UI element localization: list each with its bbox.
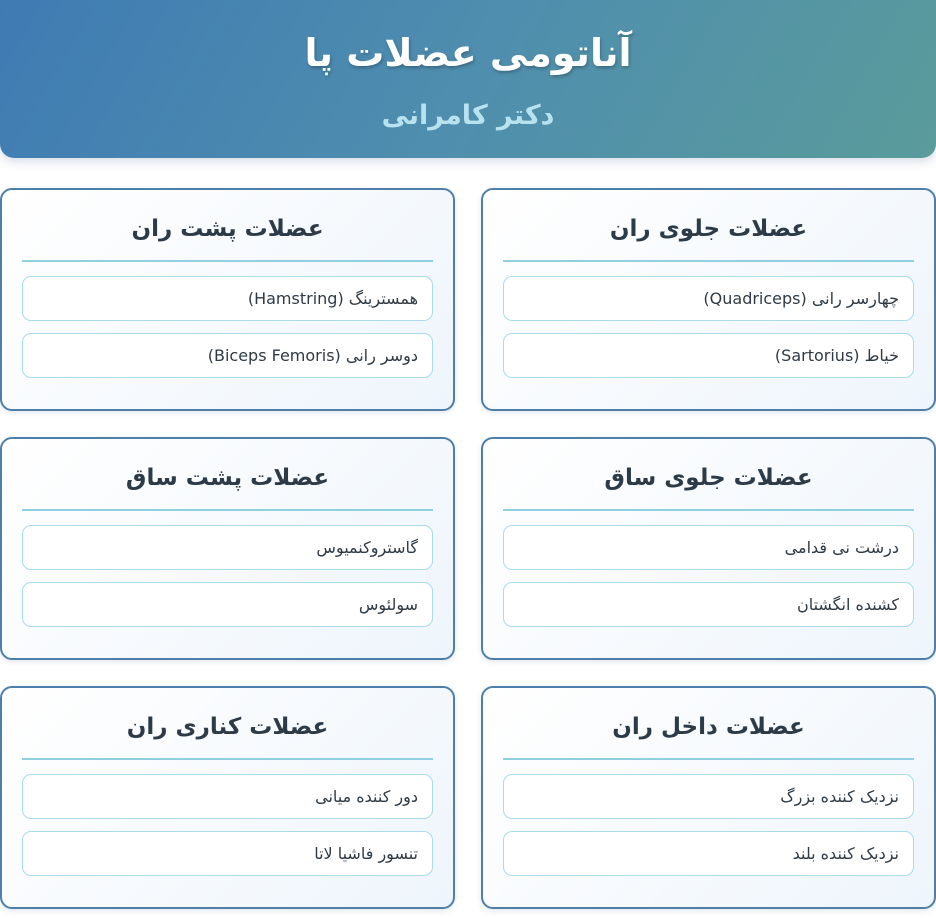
list-item[interactable]: خیاط (Sartorius) bbox=[503, 333, 914, 378]
card-title: عضلات جلوی ساق bbox=[503, 439, 914, 511]
list-item[interactable]: سولئوس bbox=[22, 582, 433, 627]
card-lateral-thigh bbox=[0, 686, 455, 909]
list-item[interactable]: تنسور فاشیا لاتا bbox=[22, 831, 433, 876]
card-anterior-leg bbox=[481, 437, 936, 660]
card-posterior-leg bbox=[0, 437, 455, 660]
list-item[interactable]: نزدیک کننده بزرگ bbox=[503, 774, 914, 819]
list-item[interactable]: چهارسر رانی (Quadriceps) bbox=[503, 276, 914, 321]
card-title: عضلات پشت ران bbox=[22, 190, 433, 262]
list-item[interactable]: کشنده انگشتان bbox=[503, 582, 914, 627]
list-item[interactable]: نزدیک کننده بلند bbox=[503, 831, 914, 876]
card-title: عضلات جلوی ران bbox=[503, 190, 914, 262]
card-title: عضلات کناری ران bbox=[22, 688, 433, 760]
page-subtitle: دکتر کامرانی bbox=[381, 100, 555, 131]
card-posterior-thigh bbox=[0, 188, 455, 411]
list-item[interactable]: درشت نی قدامی bbox=[503, 525, 914, 570]
list-item[interactable]: گاستروکنمیوس bbox=[22, 525, 433, 570]
list-item[interactable]: دوسر رانی (Biceps Femoris) bbox=[22, 333, 433, 378]
list-item[interactable]: دور کننده میانی bbox=[22, 774, 433, 819]
card-title: عضلات پشت ساق bbox=[22, 439, 433, 511]
card-title: عضلات داخل ران bbox=[503, 688, 914, 760]
muscle-groups-grid bbox=[0, 188, 936, 909]
card-medial-thigh bbox=[481, 686, 936, 909]
page-header bbox=[0, 0, 936, 158]
card-anterior-thigh bbox=[481, 188, 936, 411]
page-title: آناتومی عضلات پا bbox=[304, 31, 632, 75]
list-item[interactable]: همسترینگ (Hamstring) bbox=[22, 276, 433, 321]
